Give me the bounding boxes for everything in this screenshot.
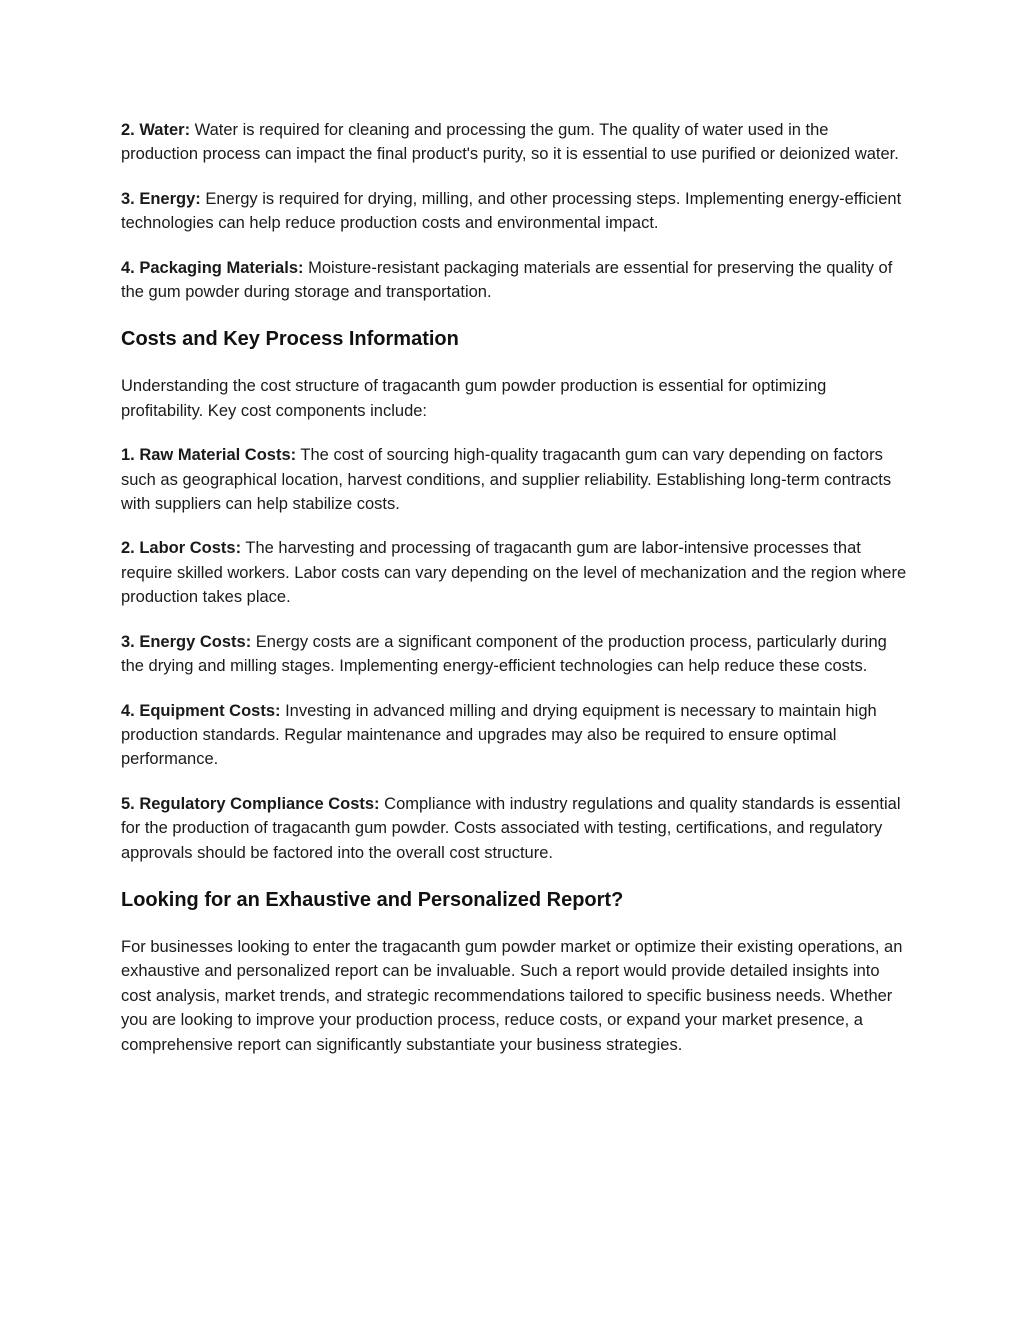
cost-item-raw-material [121, 443, 907, 516]
item-label: 2. Water: [121, 121, 191, 139]
cost-item-equipment [121, 699, 907, 772]
item-text: The cost of sourcing high-quality tragacanth gum can vary depending on factors such as geographical location, harvest conditions, and supplier reliability. Establishing long-term contracts with suppliers can help stabilize costs. [121, 446, 892, 514]
costs-section-heading: Costs and Key Process Information [121, 328, 459, 351]
item-text: Compliance with industry regulations and quality standards is essential for the production of tragacanth gum powder. Costs associated with testing, certifications, and regulatory approvals should be factored into the overall cost structure. [121, 794, 901, 862]
item-text: Energy is required for drying, milling, and other processing steps. Implementing energy-efficient technologies can help reduce production costs and environmental impact. [121, 189, 902, 233]
item-label: 2. Labor Costs: [121, 539, 242, 558]
report-section-heading: Looking for an Exhaustive and Personalized Report? [121, 888, 624, 911]
item-text: Investing in advanced milling and drying equipment is necessary to maintain high production standards. Regular maintenance and upgrades may also be required to ensure optimal performance. [121, 701, 877, 769]
report-body-paragraph: For businesses looking to enter the tragacanth gum powder market or optimize their existing operations, an exhaustive and personalized report can be invaluable. Such a report would provide detailed insights into cost analysis, market trends, and strategic recommendations tailored to specific business needs. Whether you are looking to improve your production process, reduce costs, or expand your market presence, a comprehensive report can significantly substantiate your business strategies. [121, 937, 903, 1054]
costs-intro-paragraph: Understanding the cost structure of tragacanth gum powder production is essential for optimizing profitability. Key cost components include: [121, 377, 827, 420]
cost-item-labor [121, 536, 907, 609]
item-label: 1. Raw Material Costs: [121, 446, 297, 465]
inputs-item-packaging [121, 256, 907, 305]
item-label: 3. Energy Costs: [121, 632, 252, 651]
item-label: 4. Packaging Materials: [121, 258, 304, 277]
item-text: The harvesting and processing of tragacanth gum are labor-intensive processes that require skilled workers. Labor costs can vary depending on the level of mechanization and the region where production takes place. [121, 539, 907, 607]
cost-item-regulatory [121, 792, 907, 865]
inputs-item-water [121, 118, 907, 167]
item-label: 5. Regulatory Compliance Costs: [121, 794, 380, 813]
item-label: 3. Energy: [121, 189, 201, 208]
item-text: Moisture-resistant packaging materials are essential for preserving the quality of the gum powder during storage and transportation. [121, 258, 893, 302]
item-text: Water is required for cleaning and processing the gum. The quality of water used in the production process can impact the final product's purity, so it is essential to use purified or deionized water. [121, 121, 899, 164]
inputs-item-energy [121, 187, 907, 236]
cost-item-energy [121, 630, 907, 679]
document-page [121, 118, 907, 1077]
item-text: Energy costs are a significant component of the production process, particularly during the drying and milling stages. Implementing energy-efficient technologies can help reduce these costs. [121, 632, 887, 676]
item-label: 4. Equipment Costs: [121, 701, 281, 720]
